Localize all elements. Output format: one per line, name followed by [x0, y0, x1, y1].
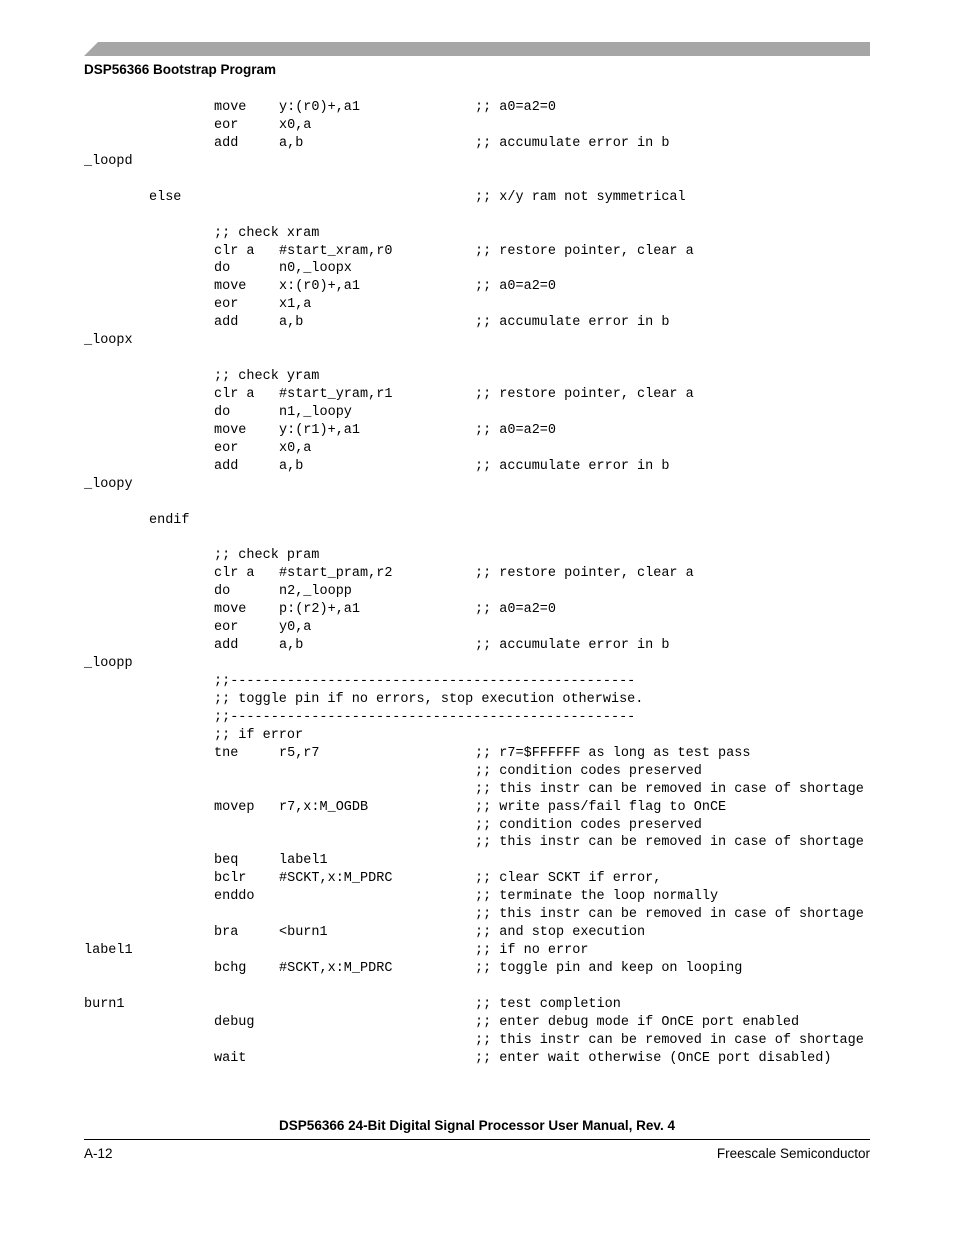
code-line: [84, 906, 874, 924]
code-arg: #SCKT,x:M_PDRC: [279, 871, 393, 887]
code-op: tne: [214, 745, 239, 761]
code-line: [84, 960, 874, 978]
code-line: [84, 834, 874, 852]
code-line: [84, 565, 874, 583]
code-comment: ;; a0=a2=0: [475, 602, 557, 618]
code-line: [84, 583, 874, 601]
company-name: Freescale Semiconductor: [716, 1146, 870, 1161]
code-op: debug: [214, 1014, 255, 1030]
code-comment: ;; write pass/fail flag to OnCE: [475, 799, 727, 815]
code-comment: ;; terminate the loop normally: [475, 889, 719, 905]
code-op: do: [214, 261, 231, 277]
code-line: [84, 260, 874, 278]
code-comment: ;; toggle pin and keep on looping: [475, 961, 743, 976]
code-op: wait: [214, 1050, 247, 1066]
footer-divider: [84, 1139, 870, 1140]
code-line: [84, 350, 874, 368]
code-arg: n0,_loopx: [279, 261, 352, 277]
code-op: do: [214, 584, 231, 600]
code-line: [84, 996, 874, 1014]
code-line: [84, 135, 874, 153]
code-comment: ;; a0=a2=0: [475, 279, 557, 295]
code-line: [84, 404, 874, 422]
code-arg: label1: [279, 853, 328, 869]
code-op: eor: [214, 620, 239, 636]
code-comment: ;; restore pointer, clear a: [475, 387, 694, 402]
code-arg: n2,_loopp: [279, 584, 352, 600]
code-comment: ;; accumulate error in b: [475, 638, 670, 654]
code-line: [84, 99, 874, 117]
code-line: [84, 494, 874, 512]
code-op: add: [214, 135, 239, 151]
code-text: ;;--------------------------------------------------: [214, 674, 636, 689]
code-arg: #start_pram,r2: [279, 566, 393, 582]
code-comment: ;; accumulate error in b: [475, 135, 670, 151]
code-comment: ;; condition codes preserved: [475, 817, 702, 833]
code-arg: #start_xram,r0: [279, 243, 393, 259]
header-bar: [84, 42, 870, 56]
code-line: [84, 458, 874, 476]
code-comment: ;; this instr can be removed in case of shortage: [475, 907, 864, 923]
code-text: ;; check pram: [214, 548, 320, 564]
code-label: _loopy: [84, 476, 133, 492]
code-arg: #start_yram,r1: [279, 387, 393, 402]
code-arg: n1,_loopy: [279, 404, 352, 420]
code-arg: a,b: [279, 135, 304, 151]
code-comment: ;; restore pointer, clear a: [475, 566, 694, 582]
code-comment: ;; a0=a2=0: [475, 422, 557, 438]
code-op: beq: [214, 853, 239, 869]
code-arg: y0,a: [279, 620, 312, 636]
code-arg: #SCKT,x:M_PDRC: [279, 961, 393, 976]
code-line: [84, 727, 874, 745]
code-op: bclr: [214, 871, 247, 887]
code-line: [84, 817, 874, 835]
code-text: ;; check xram: [214, 225, 320, 241]
code-arg: p:(r2)+,a1: [279, 602, 361, 618]
code-label: _loopd: [84, 153, 133, 169]
code-line: [84, 512, 874, 530]
code-arg: a,b: [279, 638, 304, 654]
code-line: [84, 117, 874, 135]
code-line: [84, 368, 874, 386]
code-line: [84, 386, 874, 404]
code-arg: <burn1: [279, 925, 328, 941]
code-line: [84, 476, 874, 494]
code-op: eor: [214, 117, 239, 133]
code-op: enddo: [214, 889, 255, 905]
code-comment: ;; this instr can be removed in case of shortage: [475, 1032, 864, 1048]
code-op: add: [214, 638, 239, 654]
code-line: [84, 619, 874, 637]
code-line: [84, 942, 874, 960]
code-op: move: [214, 422, 247, 438]
code-line: [84, 547, 874, 565]
code-op: clr a: [214, 387, 255, 402]
code-line: [84, 745, 874, 763]
footer-title: DSP56366 24-Bit Digital Signal Processor User Manual, Rev. 4: [279, 1118, 675, 1133]
code-line: [84, 189, 874, 207]
code-comment: ;; this instr can be removed in case of shortage: [475, 781, 864, 797]
code-arg: a,b: [279, 315, 304, 331]
code-line: [84, 978, 874, 996]
code-op: movep: [214, 799, 255, 815]
code-arg: x0,a: [279, 117, 312, 133]
code-arg: y:(r1)+,a1: [279, 422, 361, 438]
code-op: add: [214, 458, 239, 474]
code-line: [84, 601, 874, 619]
page-number: A-12: [84, 1146, 113, 1161]
code-line: [84, 296, 874, 314]
code-line: [84, 530, 874, 548]
code-line: [84, 207, 874, 225]
code-comment: ;; and stop execution: [475, 925, 646, 941]
code-line: [84, 314, 874, 332]
code-op: eor: [214, 440, 239, 456]
code-arg: a,b: [279, 458, 304, 474]
code-line: [84, 1014, 874, 1032]
code-label: label1: [84, 943, 133, 959]
code-directive: else: [149, 189, 182, 205]
code-line: [84, 852, 874, 870]
code-label: burn1: [84, 996, 125, 1012]
code-arg: r5,r7: [279, 745, 320, 761]
code-comment: ;; restore pointer, clear a: [475, 243, 694, 259]
code-line: [84, 1032, 874, 1050]
code-op: bchg: [214, 961, 247, 976]
code-op: move: [214, 602, 247, 618]
code-text: ;; toggle pin if no errors, stop execution otherwise.: [214, 691, 644, 707]
code-line: [84, 243, 874, 261]
code-comment: ;; clear SCKT if error,: [475, 871, 662, 887]
section-title: DSP56366 Bootstrap Program: [84, 62, 277, 77]
code-label: _loopp: [84, 656, 133, 672]
code-comment: ;; test completion: [475, 996, 621, 1012]
code-line: [84, 1050, 874, 1068]
code-line: [84, 440, 874, 458]
code-comment: ;; if no error: [475, 943, 589, 959]
code-directive: endif: [149, 512, 190, 528]
code-line: [84, 691, 874, 709]
code-text: ;; if error: [214, 727, 304, 743]
code-comment: ;; a0=a2=0: [475, 100, 557, 115]
code-label: _loopx: [84, 333, 133, 349]
code-comment: ;; enter wait otherwise (OnCE port disabled): [475, 1050, 832, 1066]
code-line: [84, 153, 874, 171]
code-op: clr a: [214, 243, 255, 259]
code-comment: ;; enter debug mode if OnCE port enabled: [475, 1014, 800, 1030]
code-line: [84, 870, 874, 888]
code-line: [84, 171, 874, 189]
code-line: [84, 422, 874, 440]
code-line: [84, 799, 874, 817]
code-line: [84, 278, 874, 296]
code-line: [84, 332, 874, 350]
code-op: eor: [214, 297, 239, 313]
code-line: [84, 673, 874, 691]
code-op: do: [214, 404, 231, 420]
code-comment: ;; this instr can be removed in case of shortage: [475, 835, 864, 851]
code-arg: x1,a: [279, 297, 312, 313]
code-op: clr a: [214, 566, 255, 582]
code-arg: x:(r0)+,a1: [279, 279, 361, 295]
code-line: [84, 888, 874, 906]
code-line: [84, 655, 874, 673]
code-op: add: [214, 315, 239, 331]
code-line: [84, 709, 874, 727]
code-line: [84, 637, 874, 655]
code-op: move: [214, 100, 247, 115]
code-line: [84, 763, 874, 781]
code-arg: r7,x:M_OGDB: [279, 799, 369, 815]
code-line: [84, 924, 874, 942]
code-comment: ;; accumulate error in b: [475, 315, 670, 331]
code-op: bra: [214, 925, 239, 941]
code-comment: ;; condition codes preserved: [475, 763, 702, 779]
code-line: [84, 225, 874, 243]
code-op: move: [214, 279, 247, 295]
code-comment: ;; accumulate error in b: [475, 458, 670, 474]
code-comment: ;; x/y ram not symmetrical: [475, 189, 686, 205]
code-arg: y:(r0)+,a1: [279, 100, 361, 115]
code-arg: x0,a: [279, 440, 312, 456]
code-text: ;; check yram: [214, 369, 320, 385]
code-line: [84, 781, 874, 799]
code-text: ;;--------------------------------------------------: [214, 709, 636, 725]
code-comment: ;; r7=$FFFFFF as long as test pass: [475, 745, 751, 761]
code-listing: [84, 99, 874, 1068]
